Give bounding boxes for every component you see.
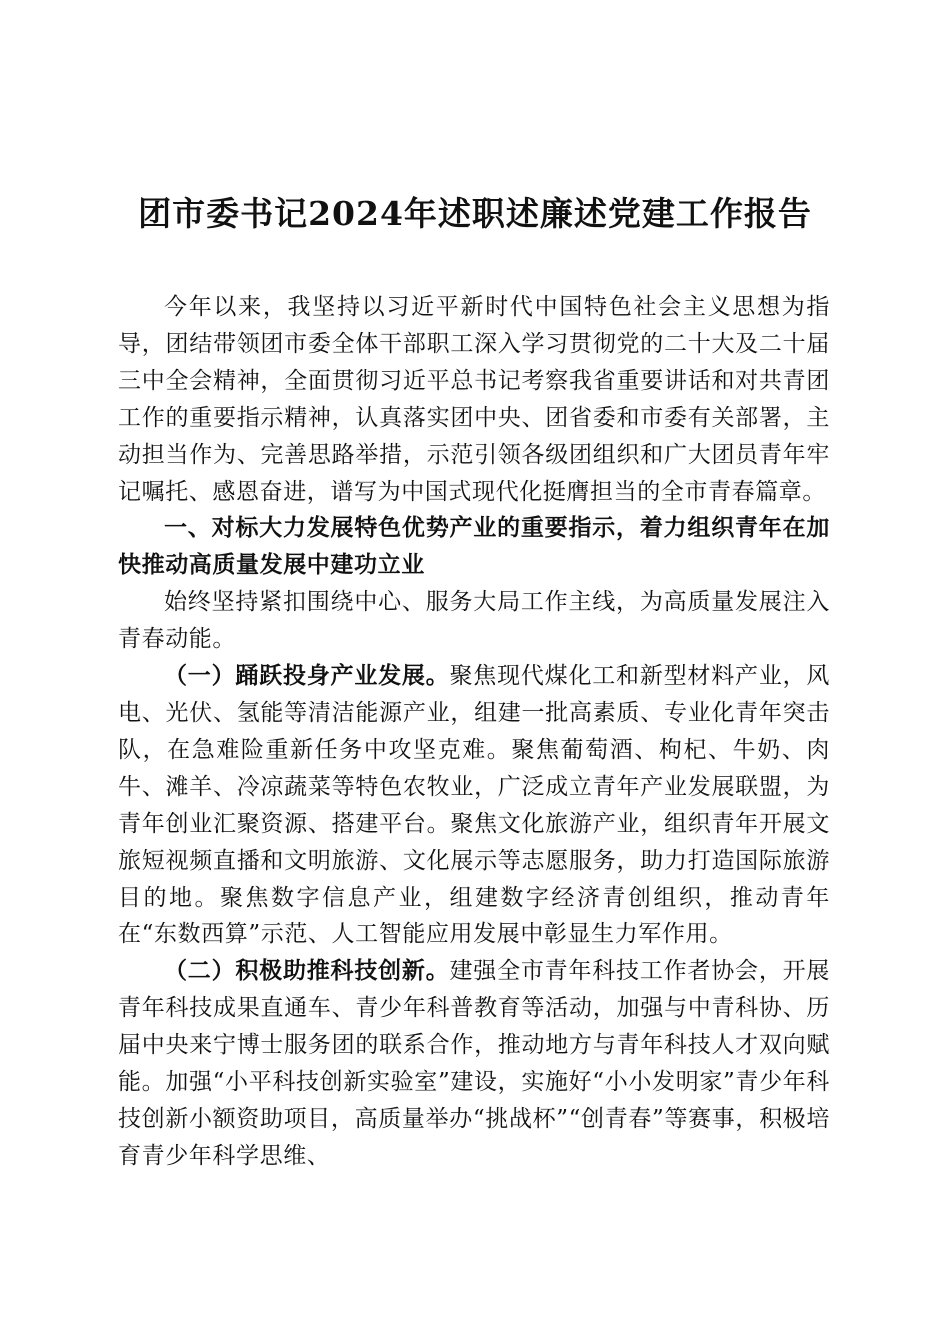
subsection-paragraph-2 [118,953,830,1174]
section-lead-paragraph: 始终坚持紧扣围绕中心、服务大局工作主线，为高质量发展注入青春动能。 [118,589,830,653]
subsection-text-1: 聚焦现代煤化工和新型材料产业，风电、光伏、氢能等清洁能源产业，组建一批高素质、专业化青年突击队，在急难险重新任务中攻坚克难。聚焦葡萄酒、枸杞、牛奶、肉牛、滩羊、冷凉蔬菜等特色农牧业，广泛成立青年产业发展联盟，为青年创业汇聚资源、搭建平台。聚焦文化旅游产业，组织青年开展文旅短视频直播和文明旅游、文化展示等志愿服务，助力打造国际旅游目的地。聚焦数字信息产业，组建数字经济青创组织，推动青年在“东数西算”示范、人工智能应用发展中彰显生力军作用。 [118,663,830,948]
document-title: 团市委书记2024年述职述廉述党建工作报告 [138,194,812,233]
document-body [118,289,830,1175]
intro-paragraph: 今年以来，我坚持以习近平新时代中国特色社会主义思想为指导，团结带领团市委全体干部职工深入学习贯彻党的二十大及二十届三中全会精神，全面贯彻习近平总书记考察我省重要讲话和对共青团工作的重要指示精神，认真落实团中央、团省委和市委有关部署，主动担当作为、完善思路举措，示范引领各级团组织和广大团员青年牢记嘱托、感恩奋进，谱写为中国式现代化挺膺担当的全市青春篇章。 [118,294,830,505]
subsection-label-2: （二）积极助推科技创新。 [164,957,450,985]
subsection-text-2: 建强全市青年科技工作者协会，开展青年科技成果直通车、青少年科普教育等活动，加强与中青科协、历届中央来宁博士服务团的联系合作，推动地方与青年科技人才双向赋能。加强“小平科技创新实验室”建设，实施好“小小发明家”青少年科技创新小额资助项目，高质量举办“挑战杯”“创青春”等赛事，积极培育青少年科学思维、 [118,958,830,1169]
section-heading: 一、对标大力发展特色优势产业的重要指示，着力组织青年在加快推动高质量发展中建功立业 [118,515,830,579]
subsection-label-1: （一）踊跃投身产业发展。 [164,662,450,690]
subsection-paragraph-1 [118,658,830,953]
